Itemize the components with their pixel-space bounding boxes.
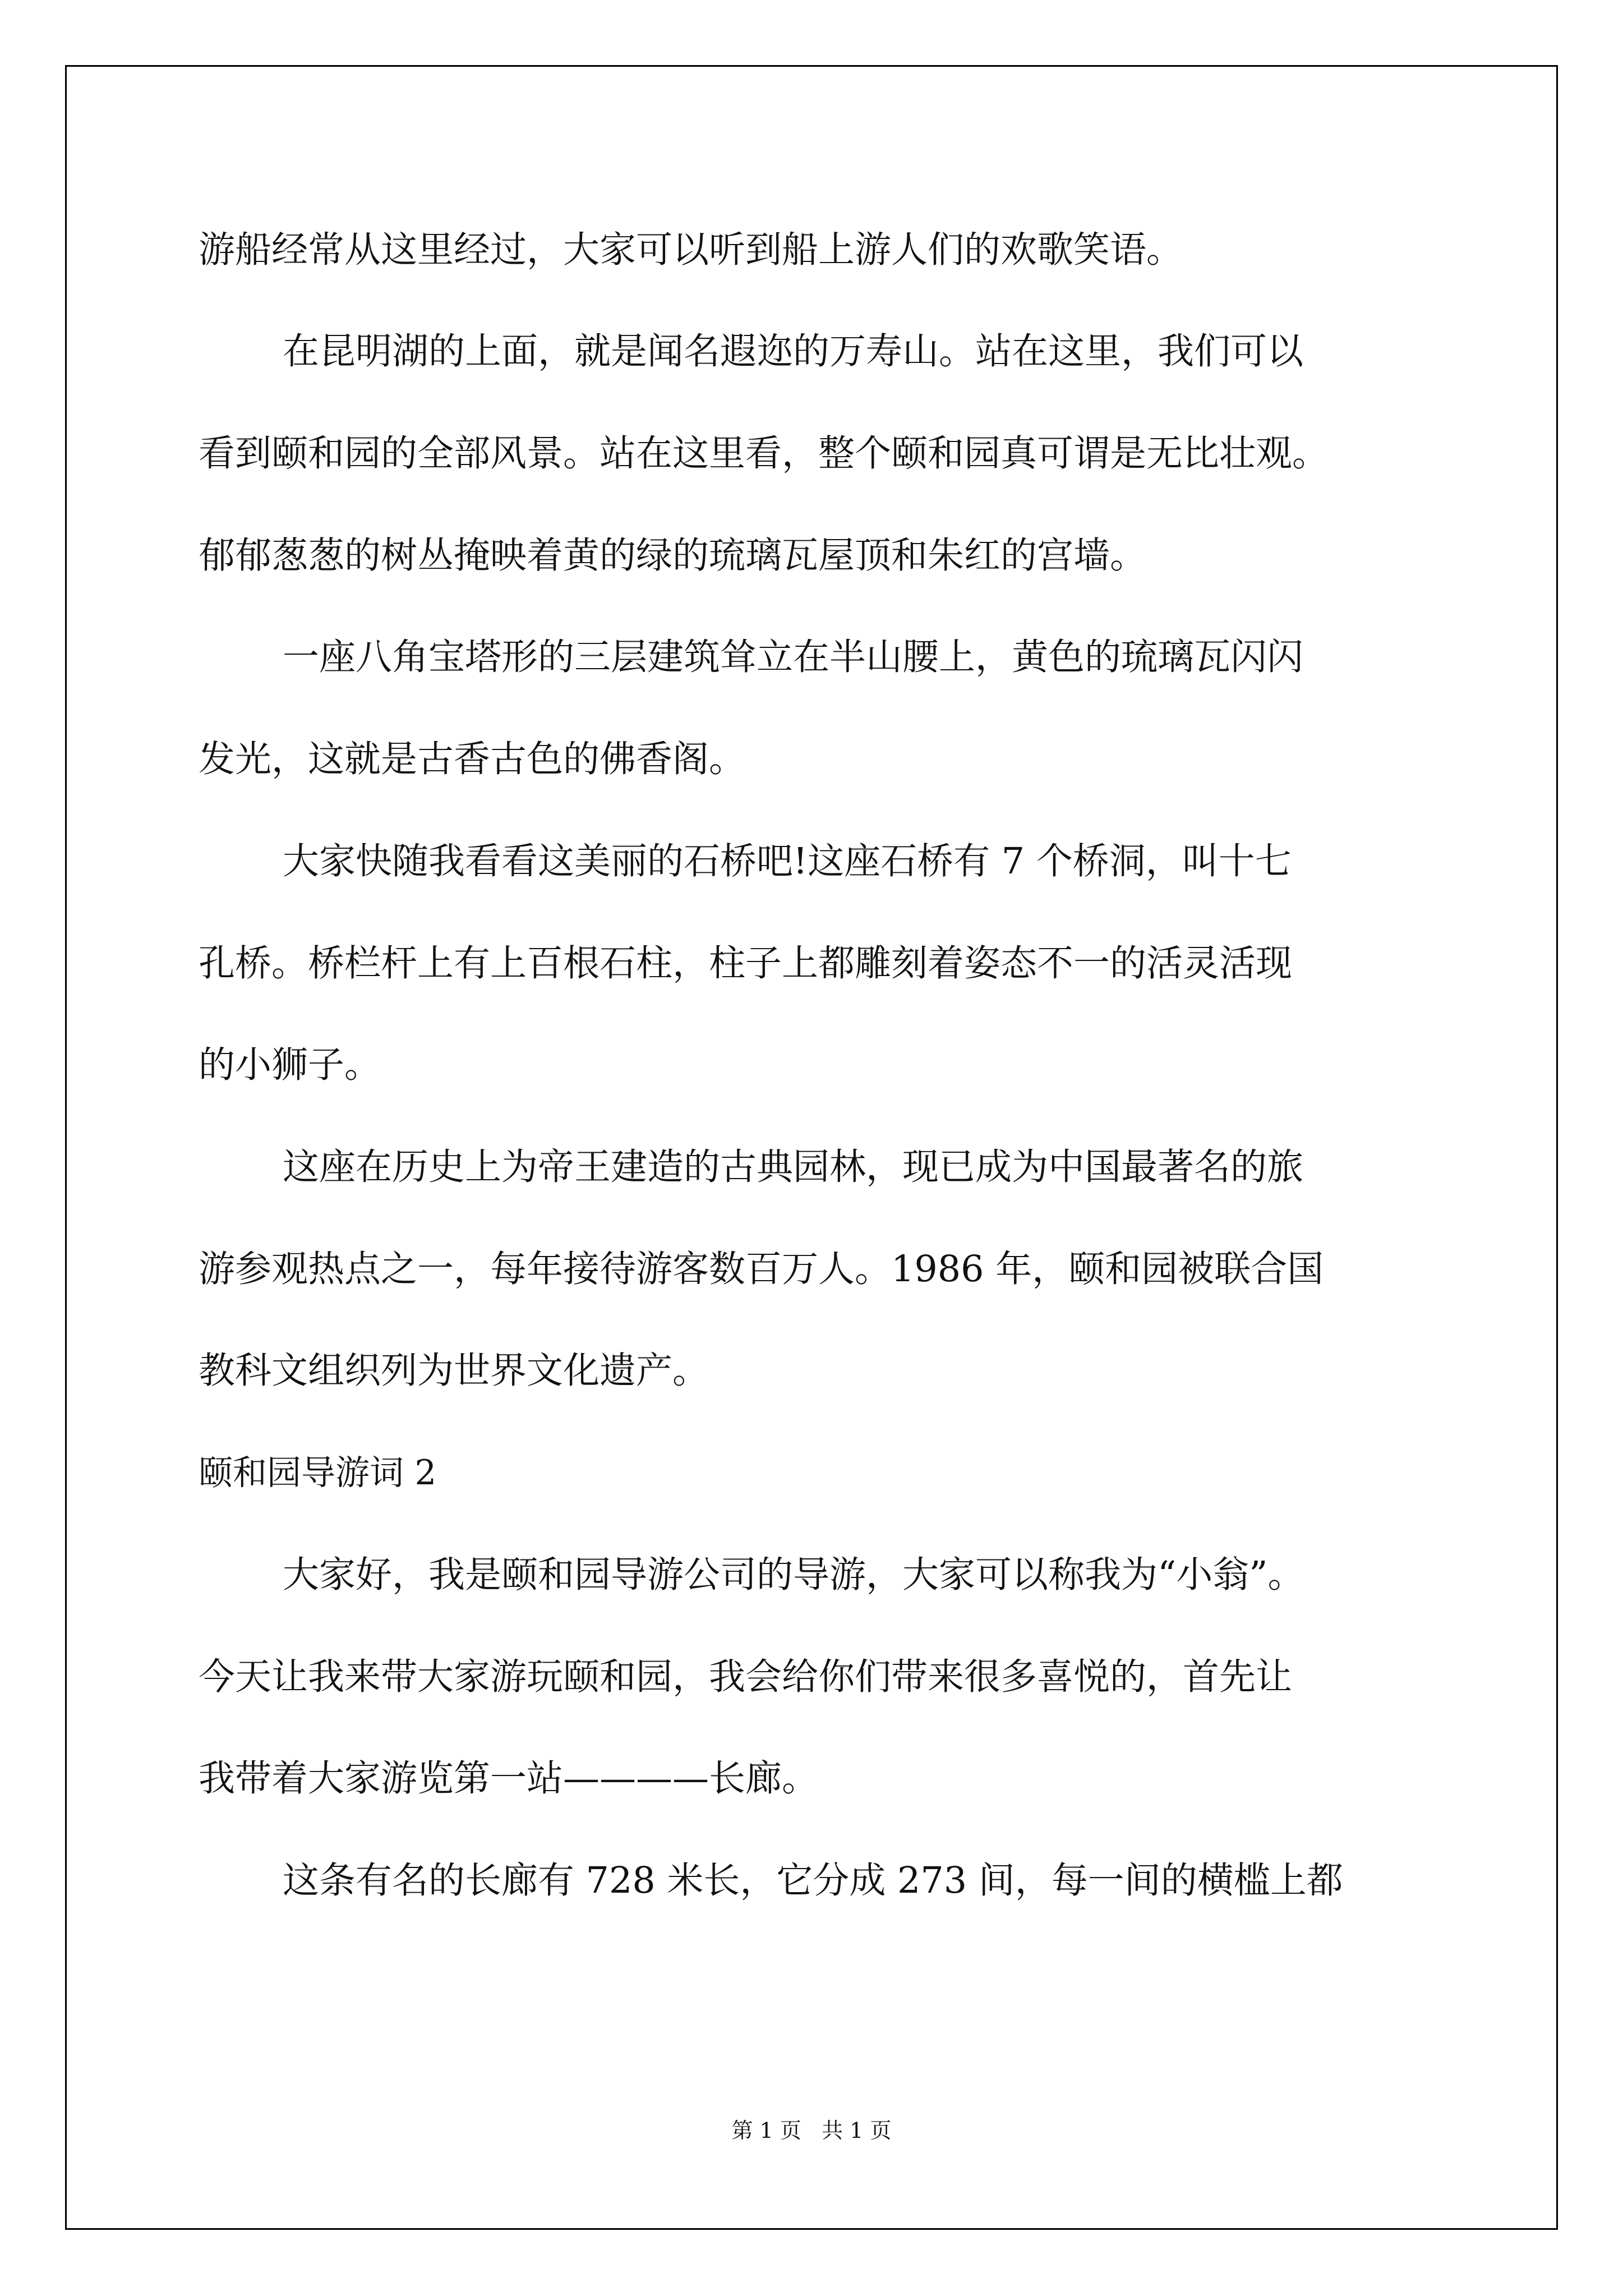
paragraph-line: 游船经常从这里经过，大家可以听到船上游人们的欢歌笑语。 bbox=[199, 229, 1183, 271]
paragraph-line: 孔桥。桥栏杆上有上百根石柱，柱子上都雕刻着姿态不一的活灵活现 bbox=[199, 942, 1293, 984]
paragraph-line: 郁郁葱葱的树丛掩映着黄的绿的琉璃瓦屋顶和朱红的宫墙。 bbox=[199, 535, 1147, 577]
paragraph-line: 这条有名的长廊有 728 米长，它分成 273 间，每一间的横槛上都 bbox=[283, 1860, 1343, 1902]
paragraph-line: 发光，这就是古香古色的佛香阁。 bbox=[199, 738, 746, 780]
paragraph-line: 一座八角宝塔形的三层建筑耸立在半山腰上，黄色的琉璃瓦闪闪 bbox=[283, 636, 1304, 678]
page-footer bbox=[0, 2116, 1623, 2145]
paragraph-line: 教科文组织列为世界文化遗产。 bbox=[199, 1350, 709, 1392]
paragraph-line: 看到颐和园的全部风景。站在这里看，整个颐和园真可谓是无比壮观。 bbox=[199, 432, 1329, 475]
paragraph-line: 游参观热点之一，每年接待游客数百万人。1986 年，颐和园被联合国 bbox=[199, 1248, 1324, 1290]
paragraph-line: 大家快随我看看这美丽的石桥吧!这座石桥有 7 个桥洞，叫十七 bbox=[283, 840, 1292, 882]
paragraph-line: 我带着大家游览第一站————长廊。 bbox=[199, 1757, 819, 1800]
paragraph-line: 这座在历史上为帝王建造的古典园林，现已成为中国最著名的旅 bbox=[283, 1146, 1304, 1188]
section-heading: 颐和园导游词 2 bbox=[199, 1453, 437, 1493]
paragraph-line: 的小狮子。 bbox=[199, 1044, 381, 1086]
paragraph-line: 今天让我来带大家游玩颐和园，我会给你们带来很多喜悦的，首先让 bbox=[199, 1656, 1293, 1698]
page-number: 第 1 页 共 1 页 bbox=[731, 2118, 892, 2143]
paragraph-line: 在昆明湖的上面，就是闻名遐迩的万寿山。站在这里，我们可以 bbox=[283, 330, 1304, 372]
paragraph-line: 大家好，我是颐和园导游公司的导游，大家可以称我为“小翁”。 bbox=[283, 1554, 1304, 1596]
